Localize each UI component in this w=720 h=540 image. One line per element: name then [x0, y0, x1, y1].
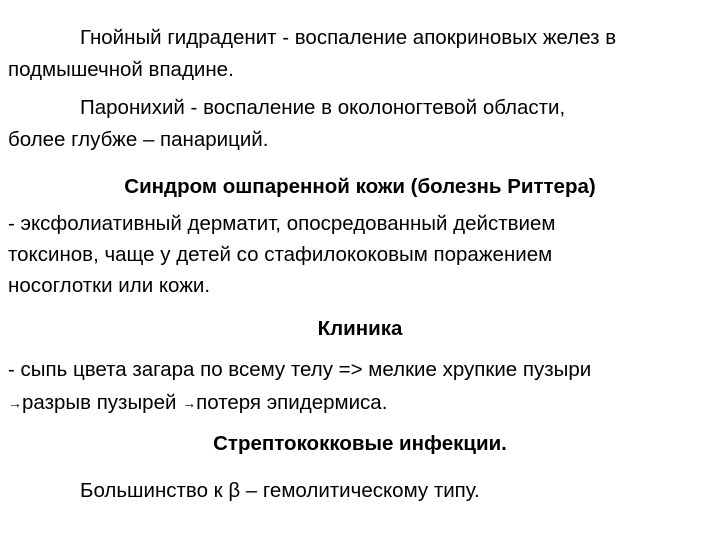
- ritter-text-line-3: носоглотки или кожи.: [8, 274, 211, 297]
- strep-text-line-1: Большинство к β – гемолитическому типу.: [80, 479, 480, 502]
- hidradenitis-line-2: подмышечной впадине.: [8, 58, 234, 81]
- arrow-right-icon: →: [182, 395, 197, 411]
- arrow-right-icon: →: [8, 395, 22, 411]
- clinic-heading: Клиника: [317, 317, 403, 340]
- ritter-text-line-1: - эксфолиативный дерматит, опосредованный действием: [8, 212, 556, 235]
- epidermis-loss-text: потеря эпидермиса.: [196, 391, 388, 414]
- hidradenitis-line-1: Гнойный гидраденит - воспаление апокриновых желез в: [80, 26, 617, 49]
- strep-heading: Стрептококковые инфекции.: [213, 432, 507, 455]
- clinic-text-line-1: - сыпь цвета загара по всему телу => мелкие хрупкие пузыри: [8, 358, 592, 381]
- ritter-heading: Синдром ошпаренной кожи (болезнь Риттера): [124, 175, 596, 198]
- paronychia-line-1: Паронихий - воспаление в околоногтевой области,: [80, 96, 566, 119]
- blister-rupture-text: разрыв пузырей: [22, 391, 177, 414]
- clinic-text-line-2: [8, 389, 387, 417]
- paronychia-line-2: более глубже – панариций.: [8, 128, 269, 151]
- ritter-text-line-2: токсинов, чаще у детей со стафилококовым поражением: [8, 243, 553, 266]
